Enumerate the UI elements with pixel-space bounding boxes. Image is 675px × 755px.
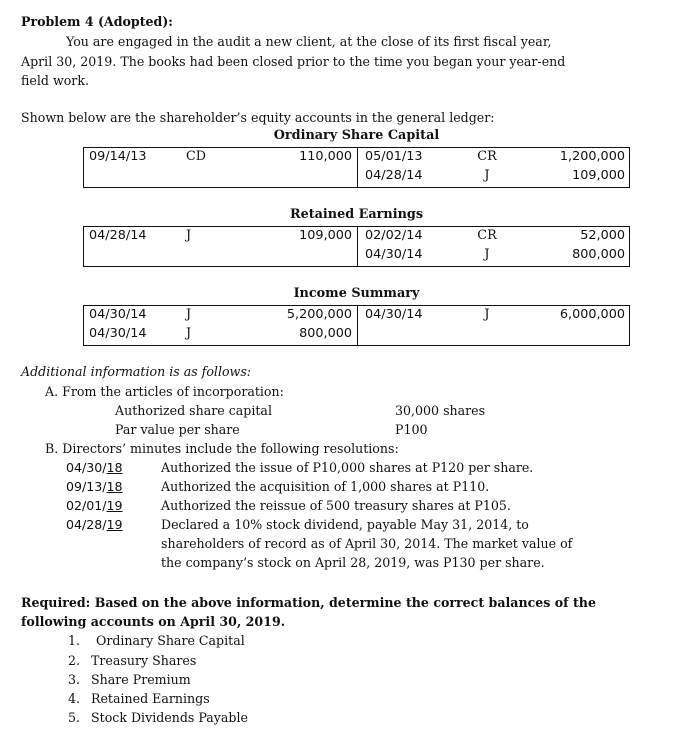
t-account-row — [84, 307, 629, 326]
debit-amount: 800,000 — [299, 326, 352, 341]
credit-amount: 109,000 — [572, 168, 625, 183]
debit-ref: CD — [186, 149, 207, 164]
debit-date: 04/28/14 — [89, 228, 147, 243]
credit-date: 04/28/14 — [365, 168, 423, 183]
intro-line-3: field work. — [21, 73, 89, 88]
date-prefix: 02/01/ — [66, 498, 107, 513]
additional-heading: Additional information is as follows: — [21, 364, 252, 379]
required-item-retained-earnings: Retained Earnings — [91, 691, 210, 706]
required-item-num: 1. — [68, 633, 81, 648]
date-year: 19 — [106, 498, 123, 513]
credit-ref: CR — [477, 149, 497, 164]
required-item-num: 3. — [68, 672, 81, 687]
required-item-ordinary-share-capital: Ordinary Share Capital — [96, 633, 245, 648]
credit-amount: 1,200,000 — [559, 149, 625, 164]
t-account-box — [83, 147, 630, 188]
required-item-stock-dividends-payable: Stock Dividends Payable — [91, 710, 248, 725]
authorized-capital-value: 30,000 shares — [395, 403, 486, 418]
section-b-label: B. Directors’ minutes include the following resolutions: — [45, 441, 399, 456]
t-account-row — [84, 149, 629, 168]
debit-date: 09/14/13 — [89, 149, 147, 164]
t-account-box — [83, 305, 630, 346]
par-value-value: P100 — [395, 422, 428, 437]
credit-date: 05/01/13 — [365, 149, 423, 164]
date-year: 19 — [106, 517, 123, 532]
t-account-ordinary-share-capital — [83, 128, 630, 190]
t-account-box — [83, 226, 630, 267]
resolution-text: Declared a 10% stock dividend, payable May 31, 2014, to — [161, 517, 529, 532]
resolution-text: Authorized the issue of P10,000 shares at P120 per share. — [161, 460, 534, 475]
credit-amount: 52,000 — [580, 228, 625, 243]
t-account-retained-earnings — [83, 207, 630, 269]
par-value-label: Par value per share — [115, 422, 240, 437]
debit-ref: J — [186, 326, 192, 341]
intro-line-1: You are engaged in the audit a new client, at the close of its first fiscal year, — [66, 34, 552, 49]
required-line-2: following accounts on April 30, 2019. — [21, 614, 286, 629]
t-account-title: Ordinary Share Capital — [273, 128, 440, 143]
t-account-row — [84, 326, 629, 345]
date-year: 18 — [106, 479, 123, 494]
debit-ref: J — [186, 307, 192, 322]
resolution-text: Authorized the acquisition of 1,000 shares at P110. — [161, 479, 490, 494]
debit-ref: J — [186, 228, 192, 243]
date-prefix: 04/28/ — [66, 517, 107, 532]
credit-ref: CR — [477, 228, 497, 243]
t-account-row — [84, 247, 629, 266]
credit-amount: 800,000 — [572, 247, 625, 262]
required-line-1: Required: Based on the above information, determine the correct balances of the — [21, 595, 596, 610]
date-prefix: 04/30/ — [66, 460, 107, 475]
required-item-num: 2. — [68, 653, 81, 668]
t-account-row — [84, 228, 629, 247]
debit-amount: 110,000 — [299, 149, 352, 164]
credit-ref: J — [484, 168, 490, 183]
ledger-intro: Shown below are the shareholder’s equity accounts in the general ledger: — [21, 110, 495, 125]
required-item-num: 5. — [68, 710, 81, 725]
credit-amount: 6,000,000 — [559, 307, 625, 322]
credit-ref: J — [484, 247, 490, 262]
credit-date: 04/30/14 — [365, 247, 423, 262]
required-item-treasury-shares: Treasury Shares — [91, 653, 197, 668]
resolution-text: Authorized the reissue of 500 treasury shares at P105. — [161, 498, 511, 513]
t-account-income-summary — [83, 286, 630, 348]
debit-date: 04/30/14 — [89, 326, 147, 341]
resolution-text-cont: shareholders of record as of April 30, 2014. The market value of — [161, 536, 573, 551]
resolution-date — [66, 479, 123, 494]
intro-line-2: April 30, 2019. The books had been closed prior to the time you began your year-end — [21, 54, 566, 69]
t-account-title: Retained Earnings — [289, 207, 424, 222]
debit-amount: 109,000 — [299, 228, 352, 243]
credit-date: 04/30/14 — [365, 307, 423, 322]
resolution-text-cont: the company’s stock on April 28, 2019, was P130 per share. — [161, 555, 545, 570]
resolution-date — [66, 517, 123, 532]
authorized-capital-label: Authorized share capital — [115, 403, 272, 418]
section-a-label: A. From the articles of incorporation: — [45, 384, 284, 399]
date-year: 18 — [106, 460, 123, 475]
date-prefix: 09/13/ — [66, 479, 107, 494]
debit-amount: 5,200,000 — [286, 307, 352, 322]
t-account-row — [84, 168, 629, 187]
credit-ref: J — [484, 307, 490, 322]
credit-date: 02/02/14 — [365, 228, 423, 243]
problem-heading: Problem 4 (Adopted): — [21, 14, 173, 29]
resolution-date — [66, 460, 123, 475]
debit-date: 04/30/14 — [89, 307, 147, 322]
t-account-title: Income Summary — [293, 286, 420, 301]
required-item-share-premium: Share Premium — [91, 672, 191, 687]
resolution-date — [66, 498, 123, 513]
required-item-num: 4. — [68, 691, 81, 706]
